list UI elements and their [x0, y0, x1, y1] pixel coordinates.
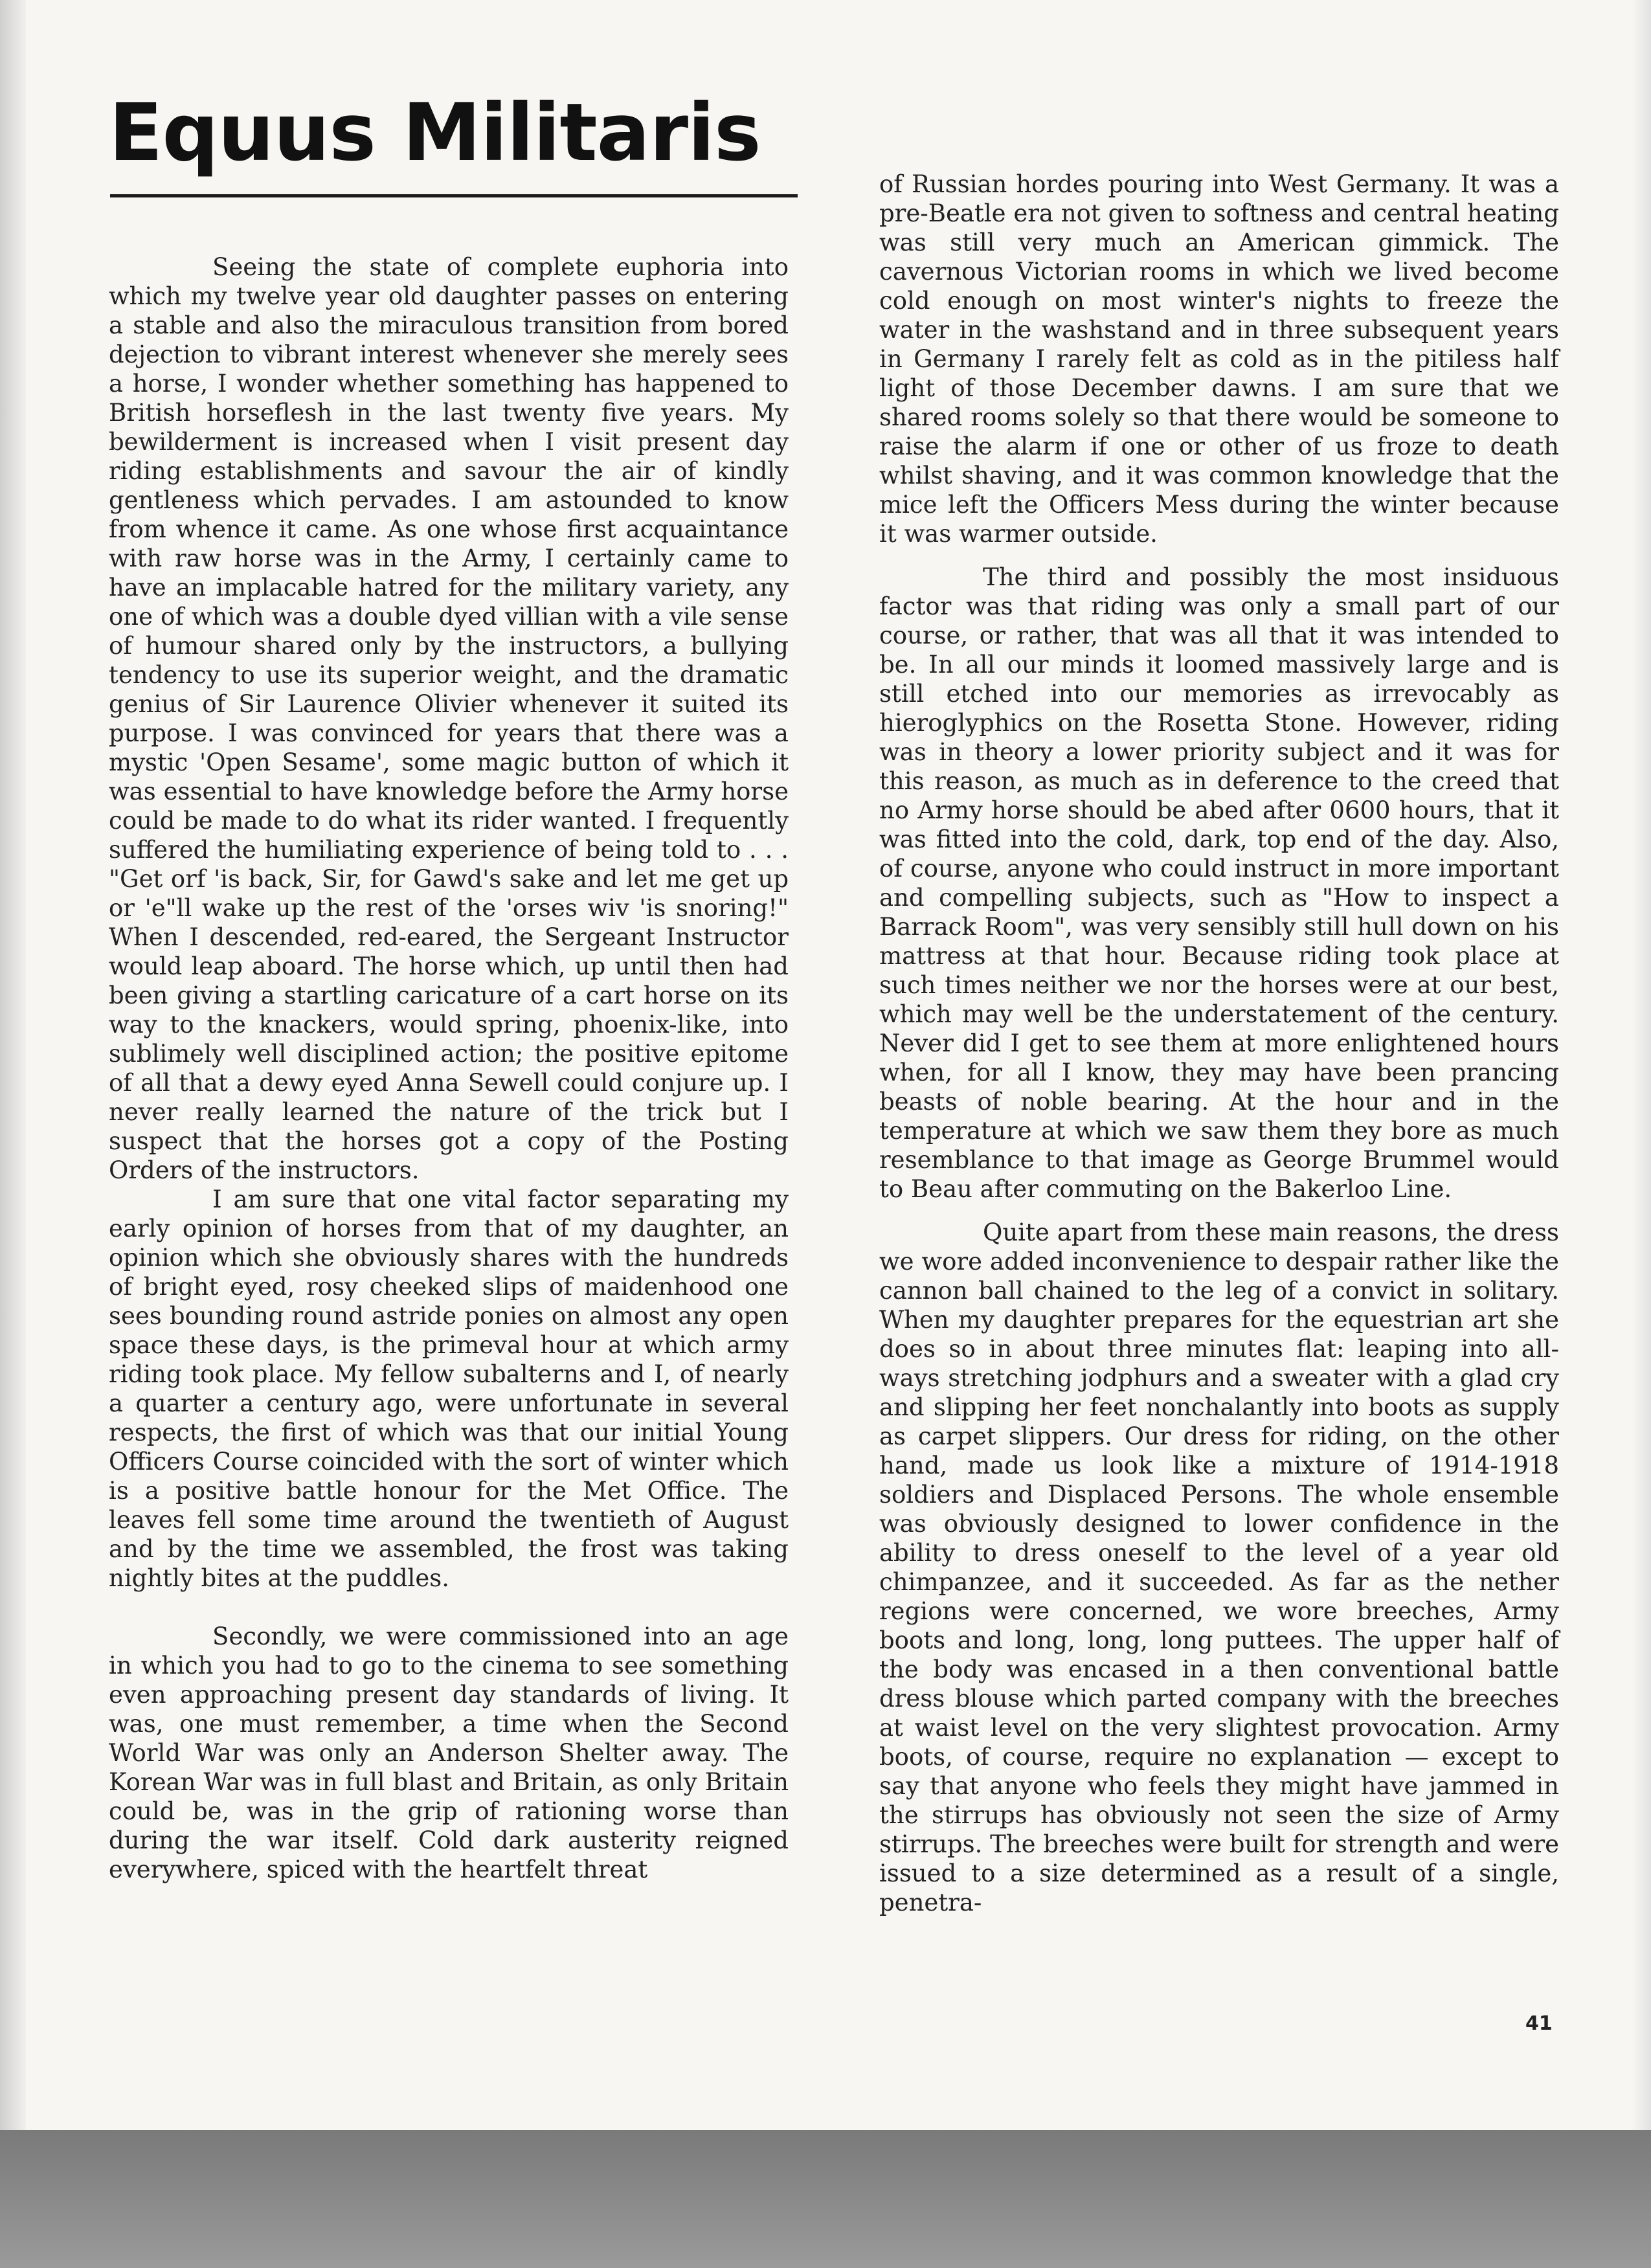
right-column	[879, 170, 1559, 1917]
left-column	[109, 253, 789, 1884]
paragraph: The third and possibly the most insiduous factor was that riding was only a small part of our course, or rather, that was all that it was intended to be. In all our minds it loomed massively large and is still etched into our memories as irrevocably as hieroglyphics on the Rosetta Stone. However, riding was in theory a lower priority subject and it was for this reason, as much as in deference to the creed that no Army horse should be abed after 0600 hours, that it was fitted into the cold, dark, top end of the day. Also, of course, anyone who could instruct in more important and compelling subjects, such as "How to inspect a Barrack Room", was very sensibly still hull down on his mattress at that hour. Because riding took place at such times neither we nor the horses were at our best, which may well be the understatement of the century. Never did I get to see them at more enlightened hours when, for all I know, they may have been prancing beasts of noble bearing. At the hour and in the temperature at which we saw them they bore as much resemblance to that image as George Brummel would to Beau after commuting on the Bakerloo Line.	[879, 563, 1559, 1203]
scan-background	[0, 2130, 1651, 2268]
article-title: Equus Militaris	[109, 87, 761, 179]
paragraph: I am sure that one vital factor separating my early opinion of horses from that of my daughter, an opinion which she obviously shares with the hundreds of bright eyed, rosy cheeked slips of maidenhood one sees bounding round astride ponies on almost any open space these days, is the primeval hour at which army riding took place. My fellow subalterns and I, of nearly a quarter a century ago, were unfortunate in several respects, the first of which was that our initial Young Officers Course coincided with the sort of winter which is a positive battle honour for the Met Office. The leaves fell some time around the twentieth of August and by the time we assembled, the frost was taking nightly bites at the puddles.	[109, 1185, 789, 1592]
paragraph: Seeing the state of complete euphoria into which my twelve year old daughter passes on entering a stable and also the miraculous transition from bored dejection to vibrant interest whenever she merely sees a horse, I wonder whether something has happened to British horseflesh in the last twenty five years. My bewilderment is increased when I visit present day riding establishments and savour the air of kindly gentleness which pervades. I am astounded to know from whence it came. As one whose first acquaintance with raw horse was in the Army, I certainly came to have an implacable hatred for the military variety, any one of which was a double dyed villian with a vile sense of humour shared only by the instructors, a bullying tendency to use its superior weight, and the dramatic genius of Sir Laurence Olivier whenever it suited its purpose. I was convinced for years that there was a mystic 'Open Sesame', some magic button of which it was essential to have knowledge before the Army horse could be made to do what its rider wanted. I frequently suffered the humiliating experience of being told to . . . "Get orf 'is back, Sir, for Gawd's sake and let me get up or 'e"ll wake up the rest of the 'orses wiv 'is snoring!" When I descended, red-eared, the Sergeant Instructor would leap aboard. The horse which, up until then had been giving a startling caricature of a cart horse on its way to the knackers, would spring, phoenix-like, into sublimely well disciplined action; the positive epitome of all that a dewy eyed Anna Sewell could conjure up. I never really learned the nature of the trick but I suspect that the horses got a copy of the Posting Orders of the instructors.	[109, 253, 789, 1184]
page-edge-shadow	[1632, 0, 1651, 2130]
paragraph: Quite apart from these main reasons, the dress we wore added inconvenience to despair rather like the cannon ball chained to the leg of a convict in solitary. When my daughter prepares for the equestrian art she does so in about three minutes flat: leaping into all-ways stretching jodphurs and a sweater with a glad cry and slipping her feet nonchalantly into boots as supply as carpet slippers. Our dress for riding, on the other hand, made us look like a mixture of 1914-1918 soldiers and Displaced Persons. The whole ensemble was obviously designed to lower confidence in the ability to dress oneself to the level of a year old chimpanzee, and it succeeded. As far as the nether regions were concerned, we wore breeches, Army boots and long, long, long puttees. The upper half of the body was encased in a then conventional battle dress blouse which parted company with the breeches at waist level on the very slightest provocation. Army boots, of course, require no explanation — except to say that anyone who feels they might have jammed in the stirrups has obviously not seen the size of Army stirrups. The breeches were built for strength and were issued to a size determined as a result of a single, penetra-	[879, 1218, 1559, 1916]
page-spine-shadow	[0, 0, 26, 2130]
paragraph: Secondly, we were commissioned into an age in which you had to go to the cinema to see something even approaching present day standards of living. It was, one must remember, a time when the Second World War was only an Anderson Shelter away. The Korean War was in full blast and Britain, as only Britain could be, was in the grip of rationing worse than during the war itself. Cold dark austerity reigned everywhere, spiced with the heartfelt threat	[109, 1622, 789, 1883]
paragraph: of Russian hordes pouring into West Germany. It was a pre-Beatle era not given to softness and central heating was still very much an American gimmick. The cavernous Victorian rooms in which we lived become cold enough on most winter's nights to freeze the water in the washstand and in three subsequent years in Germany I rarely felt as cold as in the pitiless half light of those December dawns. I am sure that we shared rooms solely so that there would be someone to raise the alarm if one or other of us froze to death whilst shaving, and it was common knowledge that the mice left the Officers Mess during the winter because it was warmer outside.	[879, 170, 1559, 548]
title-underline	[110, 194, 798, 197]
page-number: 41	[1525, 2012, 1553, 2035]
